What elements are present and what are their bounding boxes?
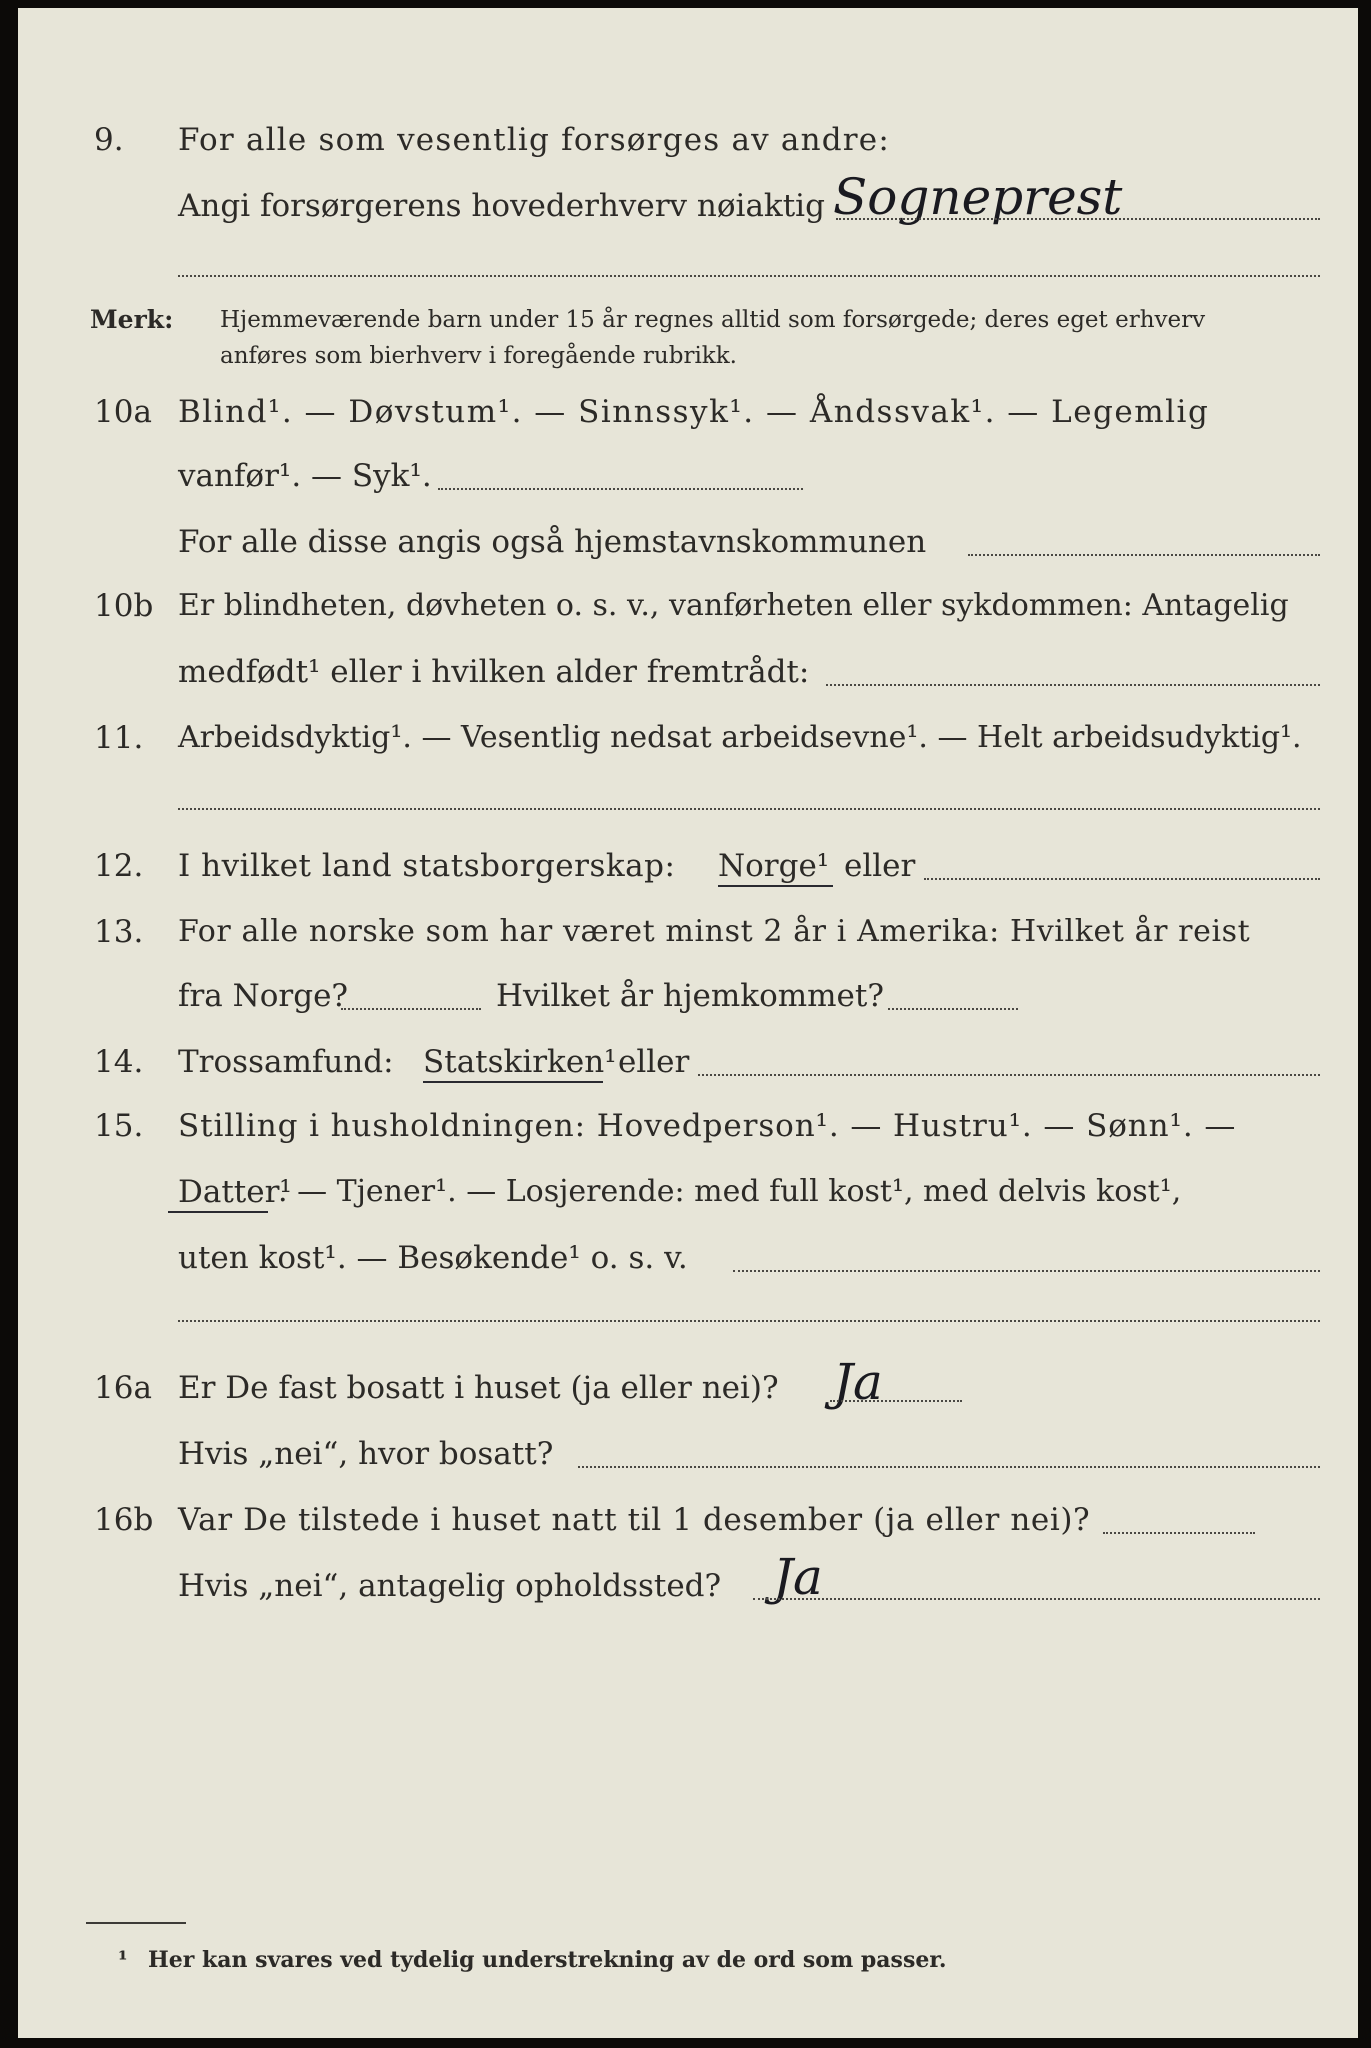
q13-line2a: fra Norge?: [178, 978, 349, 1014]
q16a-line1: Er De fast bosatt i huset (ja eller nei)?: [178, 1370, 779, 1406]
q14-suffix: eller: [618, 1044, 690, 1080]
q10a-line3: For alle disse angis også hjemstavnskommunen: [178, 524, 927, 560]
q9-answer-line: [836, 218, 1320, 220]
q10b-line1: Er blindheten, døvheten o. s. v., vanførheten eller sykdommen: Antagelig: [178, 588, 1289, 623]
q9-blank-line: [178, 275, 1320, 277]
q14-statskirken: Statskirken¹: [423, 1044, 617, 1080]
q14-answer-line: [698, 1074, 1320, 1076]
q14-prefix: Trossamfund:: [178, 1044, 394, 1080]
merk-label: Merk:: [90, 305, 174, 334]
q16b-opholdssted-line: [753, 1598, 1320, 1600]
q9-line1: For alle som vesentlig forsørges av andre:: [178, 122, 890, 158]
q15-line2rest: . — Tjener¹. — Losjerende: med full kost¹, med delvis kost¹,: [278, 1174, 1182, 1209]
q9-answer-handwritten: Sogneprest: [833, 168, 1123, 226]
q10b-number: 10b: [94, 588, 154, 624]
q15-line1: Stilling i husholdningen: Hovedperson¹. — Hustru¹. — Sønn¹. —: [178, 1108, 1237, 1144]
q15-blank-line: [178, 1320, 1320, 1322]
q12-suffix: eller: [844, 848, 916, 884]
q16a-bosatt-line: [578, 1466, 1320, 1468]
q16a-number: 16a: [94, 1370, 152, 1406]
q15-datter-underline: [168, 1211, 268, 1213]
q16a-answer-handwritten: Ja: [833, 1353, 883, 1411]
q12-number: 12.: [94, 848, 144, 884]
q11-blank-line: [178, 808, 1320, 810]
q15-line3: uten kost¹. — Besøkende¹ o. s. v.: [178, 1240, 688, 1276]
q10b-answer-line: [826, 684, 1320, 686]
q10b-line2: medfødt¹ eller i hvilken alder fremtrådt:: [178, 654, 810, 690]
merk-line2: anføres som bierhverv i foregående rubrikk.: [220, 343, 737, 369]
q11-number: 11.: [94, 720, 144, 756]
footnote-text: Her kan svares ved tydelig understrekning av de ord som passer.: [148, 1947, 947, 1973]
q15-number: 15.: [94, 1108, 144, 1144]
q16b-answer-handwritten: Ja: [773, 1548, 823, 1606]
q9-line2: Angi forsørgerens hovederhverv nøiaktig: [178, 188, 825, 224]
q10a-line2: vanfør¹. — Syk¹.: [178, 458, 432, 494]
q12-answer-line: [924, 878, 1320, 880]
footnote-marker: ¹: [118, 1947, 128, 1973]
q12-prefix: I hvilket land statsborgerskap:: [178, 848, 676, 884]
merk-line1: Hjemmeværende barn under 15 år regnes alltid som forsørgede; deres eget erhverv: [220, 307, 1206, 333]
q16b-number: 16b: [94, 1502, 154, 1538]
q10a-number: 10a: [94, 394, 152, 430]
q13-line1: For alle norske som har været minst 2 år i Amerika: Hvilket år reist: [178, 914, 1251, 949]
q15-datter: Datter¹: [178, 1174, 292, 1210]
q14-statskirken-underline: [423, 1081, 603, 1083]
footnote-rule: [86, 1922, 186, 1924]
q11-line1: Arbeidsdyktig¹. — Vesentlig nedsat arbeidsevne¹. — Helt arbeidsudyktig¹.: [178, 720, 1302, 755]
q13-reist-line: [341, 1008, 481, 1010]
q9-number: 9.: [94, 122, 124, 158]
q16a-line2: Hvis „nei“, hvor bosatt?: [178, 1436, 554, 1472]
q10a-kommune-line: [968, 554, 1320, 556]
q10a-syk-line: [438, 488, 803, 490]
q14-number: 14.: [94, 1044, 144, 1080]
q16a-answer-line: [830, 1400, 962, 1402]
census-form-page: [18, 8, 1358, 2038]
q16b-line2: Hvis „nei“, antagelig opholdssted?: [178, 1568, 722, 1604]
q10a-line1: Blind¹. — Døvstum¹. — Sinnssyk¹. — Åndssvak¹. — Legemlig: [178, 394, 1210, 430]
q13-hjemkommet-line: [888, 1008, 1018, 1010]
q15-answer-line: [733, 1270, 1320, 1272]
q16b-answer-line: [1103, 1532, 1255, 1534]
q12-norge: Norge¹: [718, 848, 830, 884]
q12-norge-underline: [718, 885, 833, 887]
q16b-line1: Var De tilstede i huset natt til 1 desember (ja eller nei)?: [178, 1502, 1091, 1538]
q13-number: 13.: [94, 914, 144, 950]
q13-line2b: Hvilket år hjemkommet?: [496, 978, 884, 1014]
